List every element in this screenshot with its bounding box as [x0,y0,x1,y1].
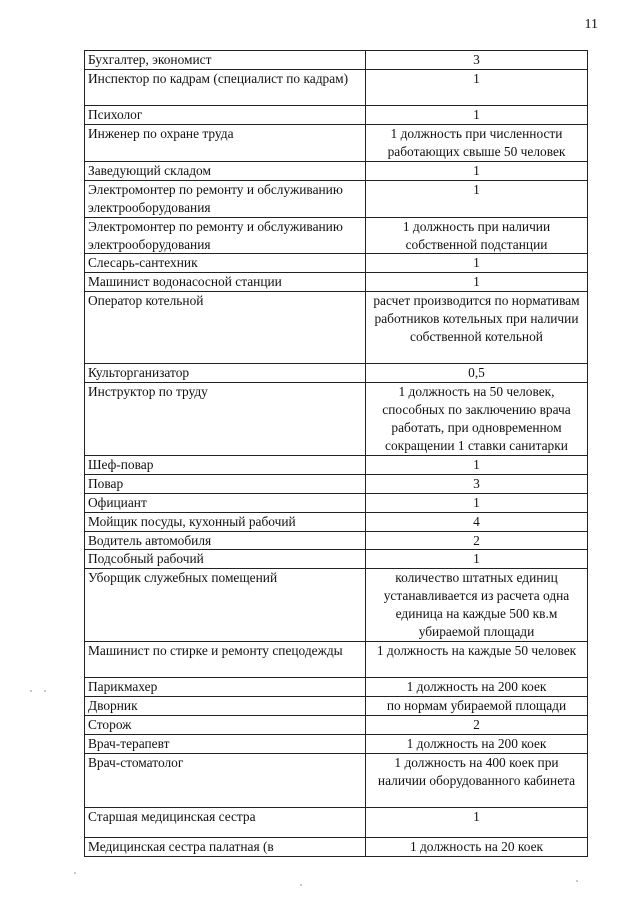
position-cell: Врач-стоматолог [85,753,366,807]
page-number: 11 [584,17,598,32]
quantity-cell: расчет производится по нормативам работников котельных при наличии собственной котельной [366,292,588,364]
position-cell: Медицинская сестра палатная (в [85,838,366,857]
quantity-cell: 1 [366,69,588,105]
table-row [85,808,588,838]
quantity-cell: 1 должность на 200 коек [366,734,588,753]
table-row [85,106,588,125]
position-cell: Заведующий складом [85,161,366,180]
table-row [85,716,588,735]
position-cell: Водитель автомобиля [85,531,366,550]
table-row [85,838,588,857]
quantity-cell: 1 должность на 50 человек, способных по заключению врача работать, при одновременном сокращении 1 ставки санитарки [366,383,588,456]
table-row [85,292,588,364]
table-row [85,493,588,512]
staffing-table [84,50,588,857]
table-row [85,753,588,807]
quantity-cell: 1 [366,161,588,180]
position-cell: Подсобный рабочий [85,550,366,569]
table-row [85,51,588,70]
quantity-cell: 1 должность на 400 коек при наличии оборудованного кабинета [366,753,588,807]
table-row [85,678,588,697]
quantity-cell: 1 [366,273,588,292]
quantity-cell: 1 должность на 20 коек [366,838,588,857]
scan-speck [44,690,46,692]
position-cell: Повар [85,474,366,493]
table-row [85,161,588,180]
position-cell: Оператор котельной [85,292,366,364]
table-row [85,474,588,493]
position-cell: Дворник [85,697,366,716]
table-row [85,125,588,162]
table-row [85,641,588,677]
position-cell: Старшая медицинская сестра [85,808,366,838]
table-row [85,364,588,383]
scan-speck [30,690,32,692]
position-cell: Парикмахер [85,678,366,697]
quantity-cell: 1 должность на 200 коек [366,678,588,697]
table-row [85,569,588,642]
table-row [85,697,588,716]
table-row [85,217,588,254]
position-cell: Электромонтер по ремонту и обслуживанию электрооборудования [85,180,366,217]
table-row [85,180,588,217]
position-cell: Машинист по стирке и ремонту спецодежды [85,641,366,677]
quantity-cell: 1 [366,455,588,474]
position-cell: Машинист водонасосной станции [85,273,366,292]
quantity-cell: 3 [366,51,588,70]
position-cell: Электромонтер по ремонту и обслуживанию электрооборудования [85,217,366,254]
table-row [85,734,588,753]
position-cell: Мойщик посуды, кухонный рабочий [85,512,366,531]
quantity-cell: 1 [366,550,588,569]
quantity-cell: 0,5 [366,364,588,383]
quantity-cell: 4 [366,512,588,531]
quantity-cell: 2 [366,716,588,735]
quantity-cell: 1 должность при наличии собственной подстанции [366,217,588,254]
quantity-cell: 1 [366,180,588,217]
position-cell: Слесарь-сантехник [85,254,366,273]
position-cell: Инспектор по кадрам (специалист по кадрам) [85,69,366,105]
quantity-cell: 1 [366,106,588,125]
position-cell: Бухгалтер, экономист [85,51,366,70]
position-cell: Инженер по охране труда [85,125,366,162]
quantity-cell: 1 [366,493,588,512]
quantity-cell: 1 должность при численности работающих свыше 50 человек [366,125,588,162]
position-cell: Шеф-повар [85,455,366,474]
quantity-cell: 3 [366,474,588,493]
table-row [85,550,588,569]
table-row [85,383,588,456]
table-row [85,254,588,273]
quantity-cell: количество штатных единиц устанавливается из расчета одна единица на каждые 500 кв.м убираемой площади [366,569,588,642]
scan-speck [74,872,76,874]
position-cell: Уборщик служебных помещений [85,569,366,642]
quantity-cell: 1 [366,254,588,273]
scan-speck [576,880,578,882]
table-row [85,531,588,550]
position-cell: Инструктор по труду [85,383,366,456]
quantity-cell: 2 [366,531,588,550]
table-row [85,273,588,292]
position-cell: Врач-терапевт [85,734,366,753]
table-row [85,455,588,474]
quantity-cell: 1 должность на каждые 50 человек [366,641,588,677]
position-cell: Культорганизатор [85,364,366,383]
quantity-cell: по нормам убираемой площади [366,697,588,716]
quantity-cell: 1 [366,808,588,838]
position-cell: Официант [85,493,366,512]
position-cell: Психолог [85,106,366,125]
table-row [85,512,588,531]
scan-speck [300,884,302,886]
staffing-table-body [85,51,588,857]
table-row [85,69,588,105]
position-cell: Сторож [85,716,366,735]
